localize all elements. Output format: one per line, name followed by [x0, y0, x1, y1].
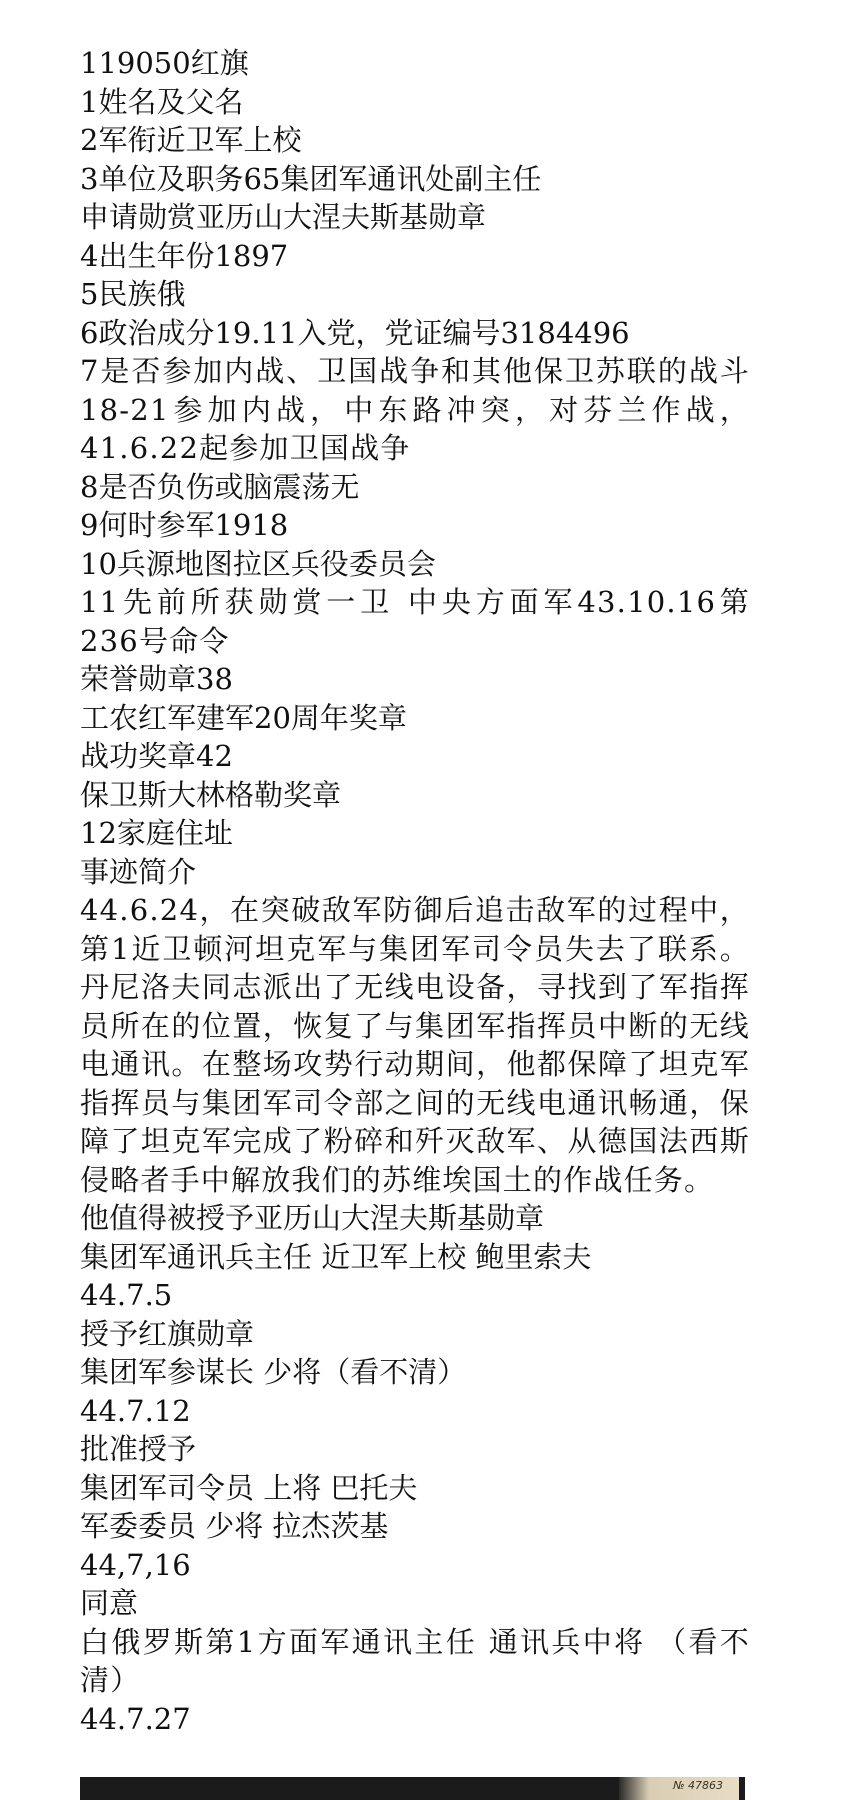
field-previous-awards: 11先前所获勋赏一卫 中央方面军43.10.16第236号命令 [80, 585, 750, 658]
archive-photo-edge [80, 1777, 745, 1800]
concurrence-date: 44.7.27 [80, 1701, 191, 1736]
previous-award-item: 荣誉勋章38 [80, 662, 233, 696]
archive-stamp-number: № 47863 [673, 1779, 723, 1792]
approver-signature: 集团军司令员 上将 巴托夫 [80, 1470, 418, 1505]
previous-award-item: 保卫斯大林格勒奖章 [80, 777, 342, 812]
recommender-signature: 集团军通讯兵主任 近卫军上校 鲍里索夫 [80, 1239, 592, 1274]
endorsement-date: 44.7.12 [80, 1393, 191, 1428]
field-combat-participation: 7是否参加内战、卫国战争和其他保卫苏联的战斗18-21参加内战，中东路冲突，对芬兰作战，41.6.22起参加卫国战争 [80, 354, 750, 465]
award-request: 申请勋赏亚历山大涅夫斯基勋章 [80, 200, 487, 234]
endorsement-line: 授予红旗勋章 [80, 1316, 255, 1351]
approver-signature: 军委委员 少将 拉杰茨基 [80, 1509, 389, 1543]
field-unit-position: 3单位及职务65集团军通讯处副主任 [80, 161, 542, 196]
field-wounds: 8是否负伤或脑震荡无 [80, 469, 360, 504]
summary-paragraph: 44.6.24，在突破敌军防御后追击敌军的过程中，第1近卫顿河坦克军与集团军司令员失去了联系。丹尼洛夫同志派出了无线电设备，寻找到了军指挥员所在的位置，恢复了与集团军指挥员中断的无线电通讯。在整场攻势行动期间，他都保障了坦克军指挥员与集团军司令部之间的无线电通讯畅通，保障了坦克军完成了粉碎和歼灭敌军、从德国法西斯侵略者手中解放我们的苏维埃国土的作战任务。 [80, 893, 750, 1197]
previous-award-item: 战功奖章42 [80, 739, 233, 773]
concurrer-signature: 白俄罗斯第1方面军通讯主任 通讯兵中将 （看不清） [80, 1624, 750, 1697]
previous-award-item: 工农红军建军20周年奖章 [80, 700, 407, 735]
approval-date: 44,7,16 [80, 1547, 191, 1582]
field-draft-office: 10兵源地图拉区兵役委员会 [80, 546, 436, 581]
recommendation-line: 他值得被授予亚历山大涅夫斯基勋章 [80, 1201, 545, 1235]
concurrence-line: 同意 [80, 1586, 139, 1620]
approval-line: 批准授予 [80, 1432, 197, 1466]
field-name: 1姓名及父名 [80, 84, 244, 119]
field-party-membership: 6政治成分19.11入党，党证编号3184496 [80, 315, 630, 350]
field-enlistment-year: 9何时参军1918 [80, 508, 289, 542]
document-body [80, 44, 750, 1738]
field-nationality: 5民族俄 [80, 277, 186, 311]
summary-heading: 事迹简介 [80, 854, 197, 889]
endorser-signature: 集团军参谋长 少将（看不清） [80, 1355, 467, 1389]
field-birth-year: 4出生年份1897 [80, 238, 289, 273]
recommendation-date: 44.7.5 [80, 1278, 173, 1312]
field-rank: 2军衔近卫军上校 [80, 123, 302, 157]
field-home-address: 12家庭住址 [80, 816, 233, 850]
award-header: 119050红旗 [80, 46, 249, 80]
